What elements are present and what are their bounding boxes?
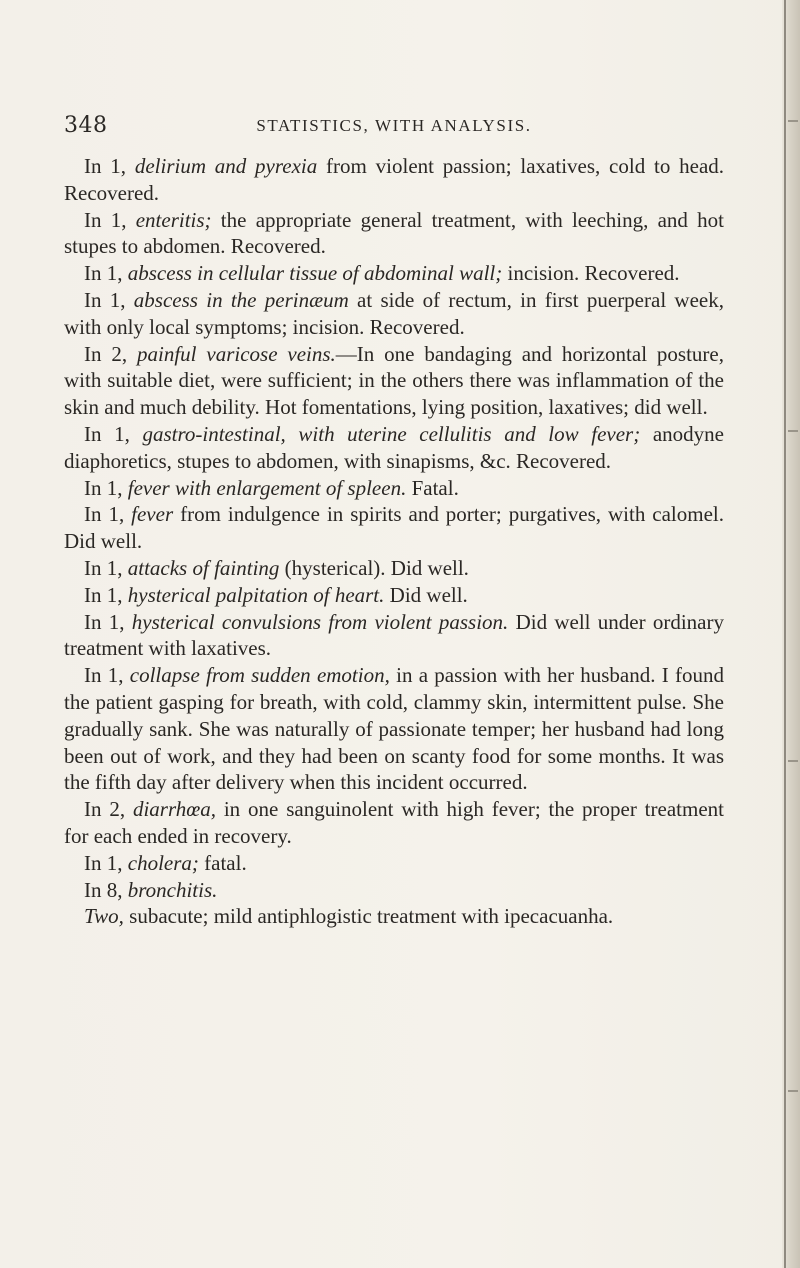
case-term: gastro-intestinal, with uterine cellulitis and low fever; (142, 421, 641, 446)
paragraph: In 1, fever with enlargement of spleen. Fatal. (84, 475, 459, 500)
paragraph: In 1, collapse from sudden emotion, in a passion with her husband. I found the patient gasping for breath, with cold, clammy skin, intermittent pulse. She gradually sank. She was naturally of passionate temper; her husband had long been out of work, and they had been on scanty food for some months. It was the fifth day after delivery when this incident occurred. (64, 663, 724, 795)
case-term: abscess in cellular tissue of abdominal wall; (127, 261, 503, 286)
edge-mark (788, 120, 798, 122)
page-header (64, 113, 724, 139)
paragraph: In 1, hysterical convulsions from violent passion. Did well under ordinary treatment with laxatives. (64, 609, 724, 661)
case-term: attacks of fainting (127, 555, 280, 580)
paragraph: In 1, fever from indulgence in spirits and porter; purgatives, with calomel. Did well. (64, 502, 725, 554)
edge-mark (788, 1090, 798, 1092)
running-title: STATISTICS, WITH ANALYSIS. (256, 116, 532, 135)
page-number: 348 (64, 113, 108, 138)
case-term: hysterical convulsions from violent passion. (131, 609, 509, 634)
paragraph: Two, subacute; mild antiphlogistic treatment with ipecacuanha. (84, 904, 614, 929)
paragraph: In 2, diarrhœa, in one sanguinolent with high fever; the proper treatment for each ended in recovery. (64, 797, 724, 848)
case-term: painful varicose veins. (137, 341, 336, 366)
case-term: fever (131, 502, 174, 527)
case-term: abscess in the perinæum (133, 287, 349, 312)
case-term: cholera; (127, 850, 199, 875)
case-term: bronchitis. (127, 877, 218, 902)
case-term: collapse from sudden emotion, (129, 663, 390, 688)
case-term: enteritis; (135, 207, 212, 232)
case-term: delirium and pyrexia (134, 154, 318, 178)
edge-mark (788, 760, 798, 762)
paragraph: In 1, delirium and pyrexia from violent passion; laxatives, cold to head. Recovered. (64, 154, 725, 205)
case-term: Two, (84, 904, 124, 929)
paragraph: In 2, painful varicose veins.—In one bandaging and horizontal posture, with suitable diet, were sufficient; in the others there was inflammation of the skin and much debility. Hot fomentations, lying position, laxatives; did well. (64, 341, 724, 420)
paragraph: In 1, abscess in the perinæum at side of rectum, in first puerperal week, with only local symptoms; incision. Recovered. (64, 287, 724, 339)
paragraph: In 1, enteritis; the appropriate general treatment, with leeching, and hot stupes to abdomen. Recovered. (64, 207, 724, 259)
paragraph: In 8, bronchitis. (84, 877, 218, 902)
case-term: fever with enlargement of spleen. (127, 475, 407, 500)
case-term: hysterical palpitation of heart. (127, 582, 385, 607)
body-text (64, 153, 724, 930)
paragraph: In 1, cholera; fatal. (84, 850, 247, 875)
paragraph: In 1, gastro-intestinal, with uterine cellulitis and low fever; anodyne diaphoretics, stupes to abdomen, with sinapisms, &c. Recovered. (64, 421, 724, 473)
paragraph: In 1, hysterical palpitation of heart. Did well. (84, 582, 468, 607)
page-binding-line (784, 0, 786, 1268)
paragraph: In 1, attacks of fainting (hysterical). Did well. (84, 555, 469, 580)
paragraph: In 1, abscess in cellular tissue of abdominal wall; incision. Recovered. (84, 261, 680, 286)
case-term: diarrhœa, (132, 797, 216, 822)
edge-mark (788, 430, 798, 432)
